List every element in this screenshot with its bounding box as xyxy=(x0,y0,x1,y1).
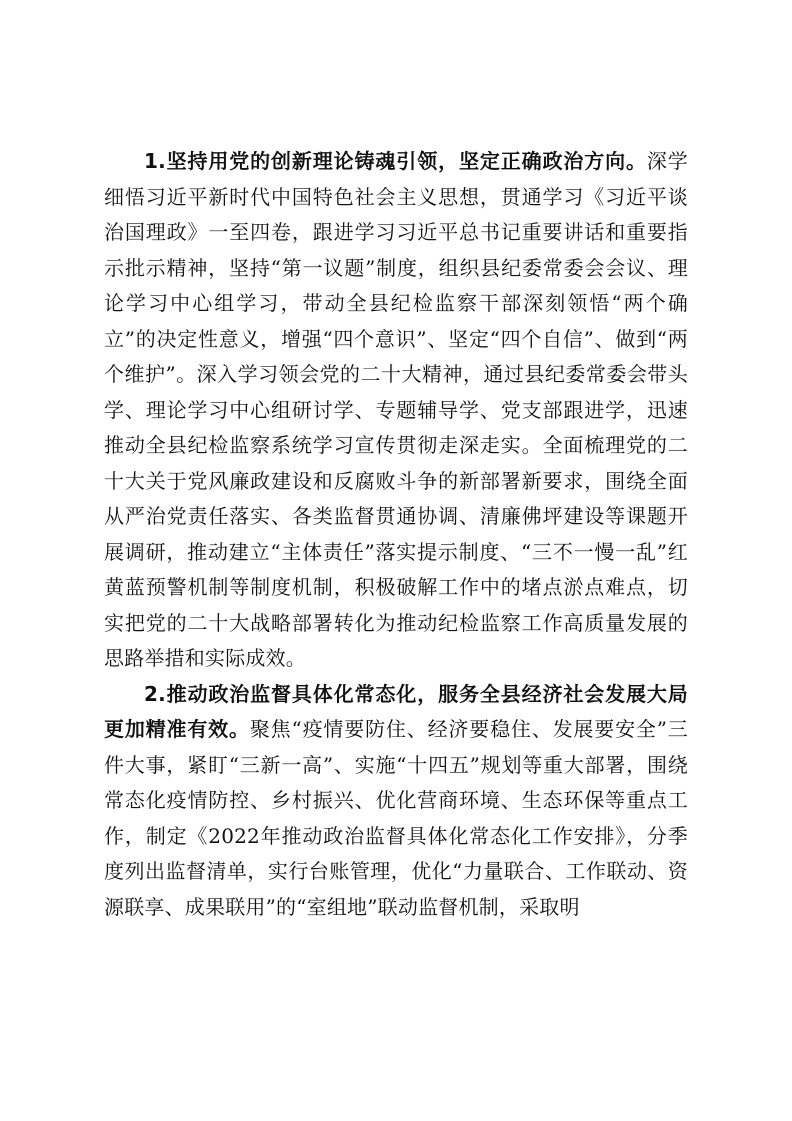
paragraph-1-heading: 1.坚持用党的创新理论铸魂引领，坚定正确政治方向。 xyxy=(144,149,647,173)
paragraph-1-body: 深学细悟习近平新时代中国特色社会主义思想，贯通学习《习近平谈治国理政》一至四卷，跟进学习习近平总书记重要讲话和重要指示批示精神，坚持“第一议题”制度，组织县纪委常委会会议、理论学习中心组学习，带动全县纪检监察干部深刻领悟“两个确立”的决定性意义，增强“四个意识”、坚定“四个自信”、做到“两个维护”。深入学习领会党的二十大精神，通过县纪委常委会带头学、理论学习中心组研讨学、专题辅导学、党支部跟进学，迅速推动全县纪检监察系统学习宣传贯彻走深走实。全面梳理党的二十大关于党风廉政建设和反腐败斗争的新部署新要求，围绕全面从严治党责任落实、各类监督贯通协调、清廉佛坪建设等课题开展调研，推动建立“主体责任”落实提示制度、“三不一慢一乱”红黄蓝预警机制等制度机制，积极破解工作中的堵点淤点难点，切实把党的二十大战略部署转化为推动纪检监察工作高质量发展的思路举措和实际成效。 xyxy=(104,149,689,670)
document-page xyxy=(104,144,688,925)
paragraph-2 xyxy=(104,677,688,926)
paragraph-1 xyxy=(104,144,688,677)
paragraph-2-heading: 2.推动政治监督具体化常态化，服务全县经济社会发展大局更加精准有效。 xyxy=(104,681,688,741)
paragraph-2-body: 聚焦“疫情要防住、经济要稳住、发展要安全”三件大事，紧盯“三新一高”、实施“十四五”规划等重大部署，围绕常态化疫情防控、乡村振兴、优化营商环境、生态环保等重点工作，制定《2022年推动政治监督具体化常态化工作安排》，分季度列出监督清单，实行台账管理，优化“力量联合、工作联动、资源联享、成果联用”的“室组地”联动监督机制，采取明 xyxy=(104,717,688,919)
